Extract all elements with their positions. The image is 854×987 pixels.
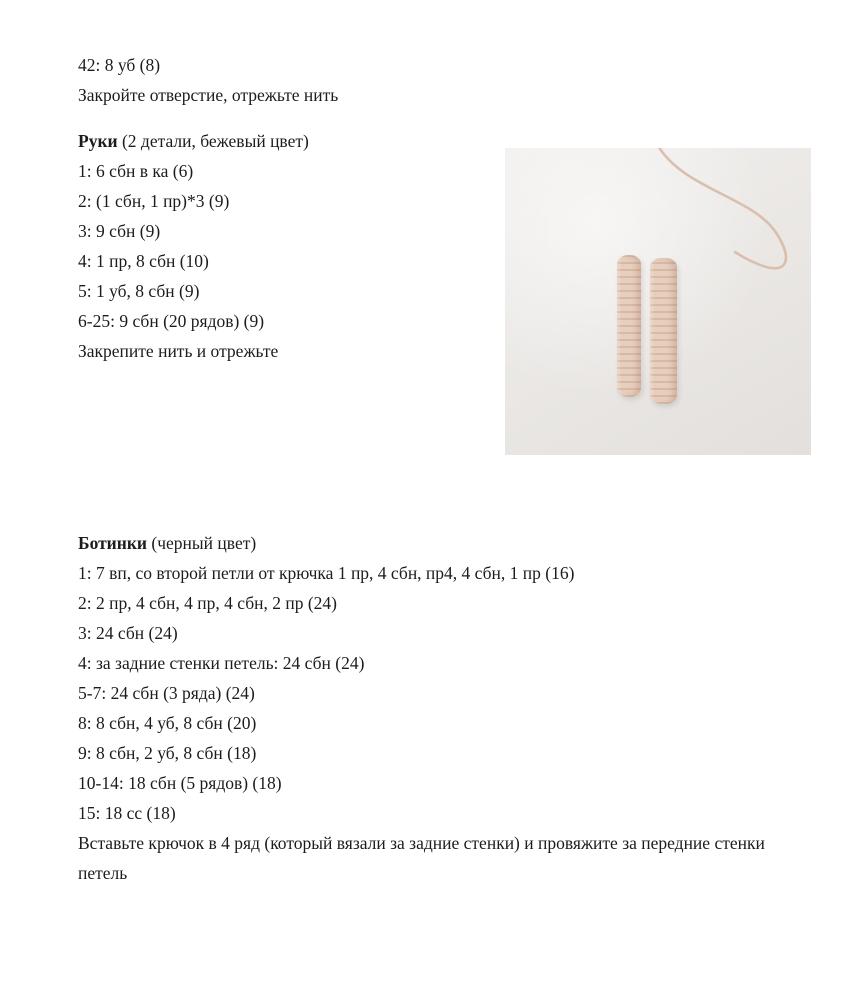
pattern-line: 4: 1 пр, 8 сбн (10) [78, 251, 209, 271]
section-boots-title-bold: Ботинки [78, 533, 148, 553]
pattern-line: 1: 6 сбн в ка (6) [78, 161, 194, 181]
section-arms-title-bold: Руки [78, 131, 118, 151]
section-arms-title [78, 126, 498, 156]
pattern-line: 42: 8 уб (8) [78, 55, 161, 75]
pattern-line: Закройте отверстие, отрежьте нить [78, 85, 339, 105]
section-arms-title-rest: (2 детали, бежевый цвет) [117, 131, 309, 151]
pattern-line: 1: 7 вп, со второй петли от крючка 1 пр, 4 сбн, пр4, 4 сбн, 1 пр (16) [78, 563, 575, 583]
pattern-line: 3: 24 сбн (24) [78, 623, 178, 643]
yarn-thread-path [657, 148, 786, 268]
pattern-line: 2: 2 пр, 4 сбн, 4 пр, 4 сбн, 2 пр (24) [78, 593, 337, 613]
section-body-finish [78, 50, 798, 110]
pattern-line: 5: 1 уб, 8 сбн (9) [78, 281, 200, 301]
arm-piece-right [650, 258, 677, 404]
section-boots [78, 528, 800, 888]
section-arms [78, 126, 498, 366]
pattern-line: 10-14: 18 сбн (5 рядов) (18) [78, 773, 282, 793]
pattern-line: 15: 18 сс (18) [78, 803, 176, 823]
pattern-line: 2: (1 сбн, 1 пр)*3 (9) [78, 191, 230, 211]
pattern-line: Вставьте крючок в 4 ряд (который вязали за задние стенки) и провяжите за передние стенки петель [78, 833, 770, 883]
pattern-line: 9: 8 сбн, 2 уб, 8 сбн (18) [78, 743, 257, 763]
pattern-line: 6-25: 9 сбн (20 рядов) (9) [78, 311, 265, 331]
pattern-line: 8: 8 сбн, 4 уб, 8 сбн (20) [78, 713, 257, 733]
arm-piece-left [617, 255, 641, 397]
pattern-line: 3: 9 сбн (9) [78, 221, 161, 241]
pattern-line: Закрепите нить и отрежьте [78, 341, 279, 361]
pattern-line: 5-7: 24 сбн (3 ряда) (24) [78, 683, 255, 703]
section-boots-title [78, 528, 800, 558]
pattern-line: 4: за задние стенки петель: 24 сбн (24) [78, 653, 365, 673]
arms-photo [505, 148, 811, 455]
section-boots-title-rest: (черный цвет) [147, 533, 257, 553]
